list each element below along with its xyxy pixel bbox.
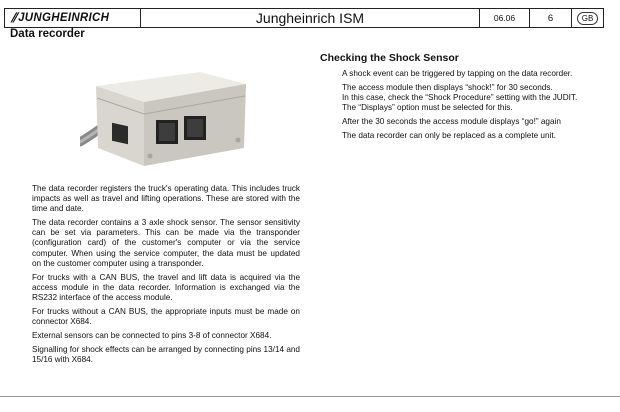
page-number: 6 <box>530 9 572 27</box>
brand-logo <box>11 10 109 26</box>
brand-mark-icon: ⫽ <box>11 10 18 25</box>
shock-sensor-column <box>320 52 610 146</box>
paragraph: After the 30 seconds the access module displays “go!” again <box>342 117 561 127</box>
language-badge: GB <box>577 12 599 25</box>
paragraph: The data recorder contains a 3 axle shock sensor. The sensor sensitivity can be set via parameters. This can be made via the transponder (configuration card) of the customer's computer or via the service computer. When using the service computer, the data must be updated on the customer computer using a transponder. <box>32 218 300 268</box>
line: In this case, check the “Shock Procedure” setting with the JUDIT. <box>342 93 578 103</box>
description-column <box>32 184 300 370</box>
paragraph <box>342 83 610 113</box>
data-recorder-photo <box>80 64 250 174</box>
header-bar <box>4 8 604 28</box>
document-title: Jungheinrich ISM <box>141 9 480 27</box>
line: The access module then displays “shock!” for 30 seconds. <box>342 83 553 93</box>
logo-cell <box>5 9 141 27</box>
paragraph: The data recorder registers the truck's operating data. This includes truck impacts as well as travel and lifting operations. These are stored with the time and date. <box>32 184 300 214</box>
brand-name: JUNGHEINRICH <box>18 12 110 24</box>
paragraph: For trucks without a CAN BUS, the appropriate inputs must be made on connector X684. <box>32 307 300 327</box>
paragraph: Signalling for shock effects can be arranged by connecting pins 13/14 and 15/16 with X684. <box>32 345 300 365</box>
paragraph: The data recorder can only be replaced as a complete unit. <box>342 131 556 141</box>
line: The “Displays” option must be selected for this. <box>342 103 513 113</box>
paragraph: A shock event can be triggered by tapping on the data recorder. <box>342 69 573 78</box>
paragraph: External sensors can be connected to pins 3-8 of connector X684. <box>32 331 272 341</box>
language-cell <box>572 9 603 27</box>
section-title: Data recorder <box>10 28 85 40</box>
document-date: 06.06 <box>480 9 530 27</box>
shock-sensor-heading: Checking the Shock Sensor <box>320 52 459 64</box>
paragraph: For trucks with a CAN BUS, the travel and lift data is acquired via the access module in the data recorder. Information is exchanged via the RS232 interface of the access module. <box>32 272 300 302</box>
footer-rule <box>0 396 620 397</box>
